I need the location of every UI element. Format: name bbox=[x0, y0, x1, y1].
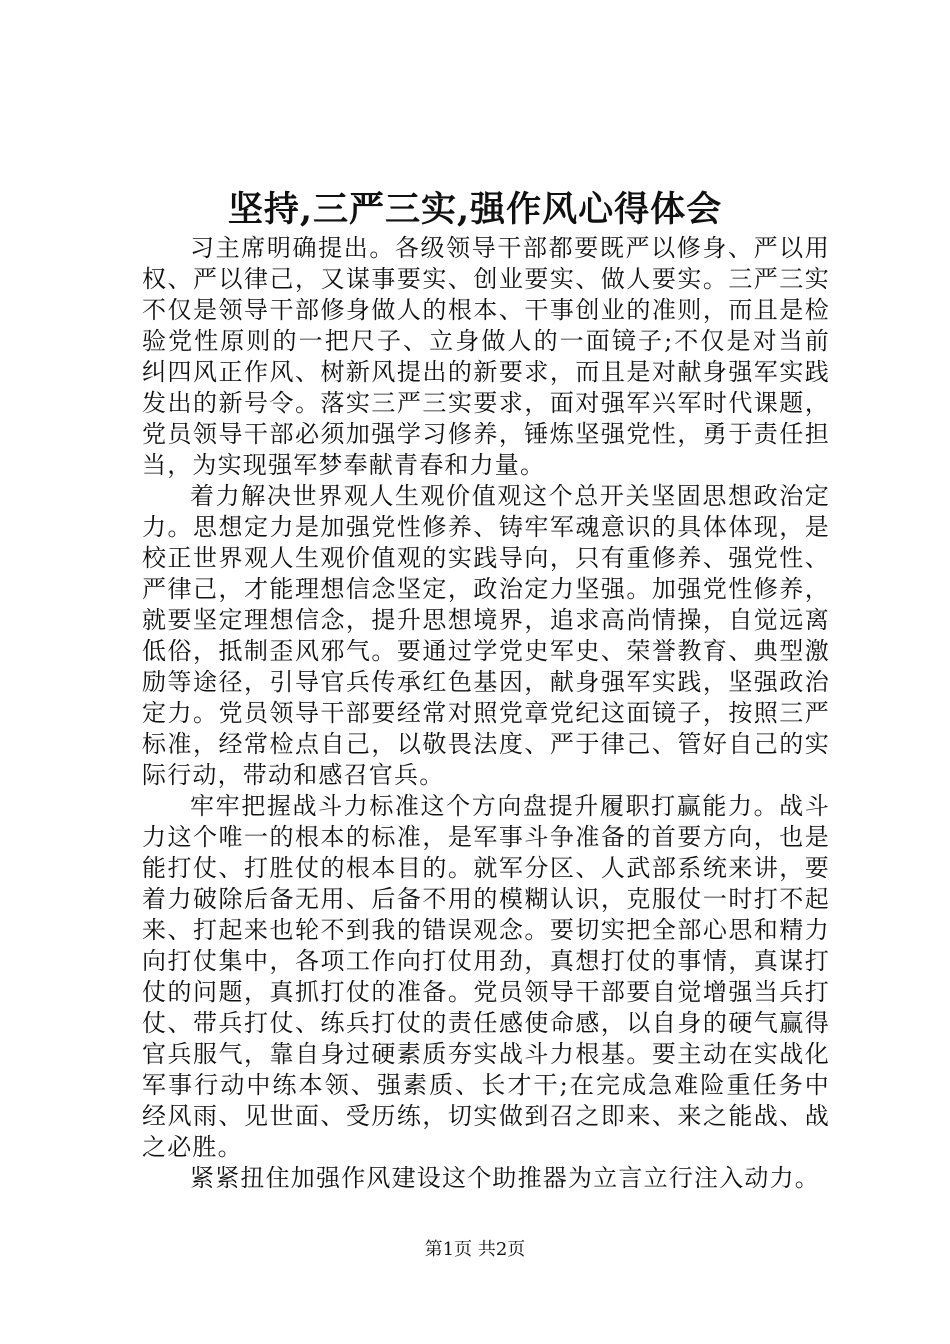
document-title: 坚持,三严三实,强作风心得体会 bbox=[227, 189, 723, 230]
paragraph-3: 牢牢把握战斗力标准这个方向盘提升履职打赢能力。战斗力这个唯一的根本的标准，是军事斗争准备的首要方向，也是能打仗、打胜仗的根本目的。就军分区、人武部系统来讲，要着力破除后备无用、后备不用的模糊认识，克服仗一时打不起来、打起来也轮不到我的错误观念。要切实把全部心思和精力向打仗集中，各项工作向打仗用劲，真想打仗的事情，真谋打仗的问题，真抓打仗的准备。党员领导干部要自觉增强当兵打仗、带兵打仗、练兵打仗的责任感使命感，以自身的硬气赢得官兵服气，靠自身过硬素质夯实战斗力根基。要主动在实战化军事行动中练本领、强素质、长才干;在完成急难险重任务中经风雨、见世面、受历练，切实做到召之即来、来之能战、战之必胜。 bbox=[142, 792, 830, 1161]
paragraph-2: 着力解决世界观人生观价值观这个总开关坚固思想政治定力。思想定力是加强党性修养、铸牢军魂意识的具体体现，是校正世界观人生观价值观的实践导向，只有重修养、强党性、严律己，才能理想信念坚定，政治定力坚强。加强党性修养，就要坚定理想信念，提升思想境界，追求高尚情操，自觉远离低俗，抵制歪风邪气。要通过学党史军史、荣誉教育、典型激励等途径，引导官兵传承红色基因，献身强军实践，坚强政治定力。党员领导干部要经常对照党章党纪这面镜子，按照三严标准，经常检点自己，以敬畏法度、严于律己、管好自己的实际行动，带动和感召官兵。 bbox=[142, 482, 830, 789]
paragraph-4: 紧紧扭住加强作风建设这个助推器为立言立行注入动力。 bbox=[190, 1164, 820, 1192]
paragraph-1: 习主席明确提出。各级领导干部都要既严以修身、严以用权、严以律己，又谋事要实、创业要实、做人要实。三严三实不仅是领导干部修身做人的根本、干事创业的准则，而且是检验党性原则的一把尺子、立身做人的一面镜子;不仅是对当前纠四风正作风、树新风提出的新要求，而且是对献身强军实践发出的新号令。落实三严三实要求，面对强军兴军时代课题，党员领导干部必须加强学习修养，锤炼坚强党性，勇于责任担当，为实现强军梦奉献青春和力量。 bbox=[142, 234, 830, 479]
document-body bbox=[142, 233, 830, 1194]
page-footer: 第1页 共2页 bbox=[424, 1239, 526, 1260]
